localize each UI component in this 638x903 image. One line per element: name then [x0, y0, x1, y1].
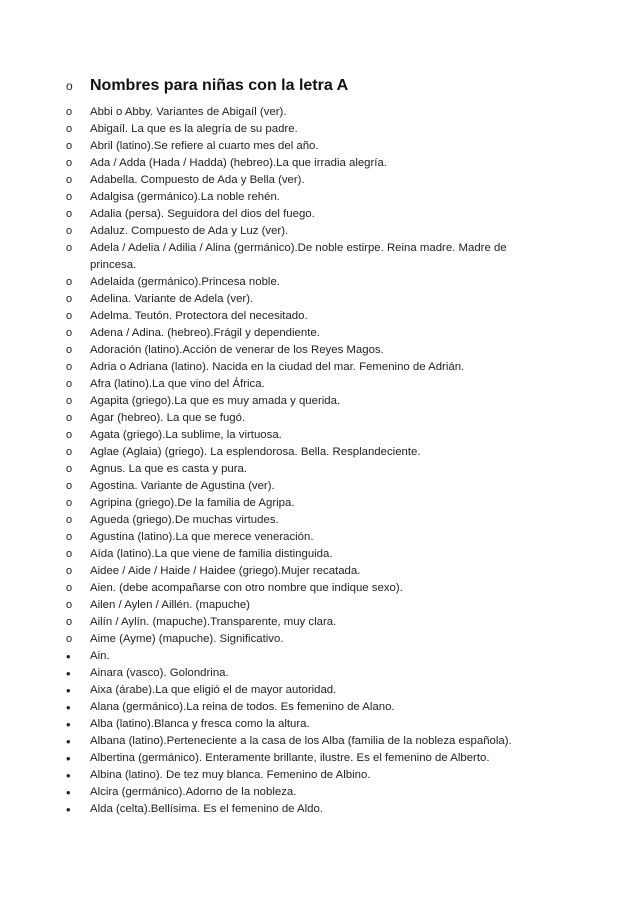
list-item-text: Ainara (vasco). Golondrina.	[90, 667, 229, 679]
list-item-text: Ailen / Aylen / Aillén. (mapuche)	[90, 599, 250, 611]
list-bullet: •	[66, 768, 71, 783]
list-item	[66, 580, 521, 597]
list-item	[66, 410, 521, 427]
list-item-text: Adabella. Compuesto de Ada y Bella (ver).	[90, 174, 305, 186]
list-item	[66, 189, 521, 206]
list-item-text: Adria o Adriana (latino). Nacida en la ciudad del mar. Femenino de Adrián.	[90, 361, 465, 373]
list-item-text: Albertina (germánico). Enteramente brillante, ilustre. Es el femenino de Alberto.	[90, 752, 490, 764]
list-bullet: •	[66, 785, 71, 800]
list-item-text: Adalgisa (germánico).La noble rehén.	[90, 191, 280, 203]
list-item-text: Adelaida (germánico).Princesa noble.	[90, 276, 280, 288]
list-bullet: •	[66, 683, 71, 698]
list-item	[66, 563, 521, 580]
list-bullet: •	[66, 649, 71, 664]
list-item	[66, 733, 521, 750]
list-bullet: o	[66, 327, 73, 339]
list-item	[66, 478, 521, 495]
list-item	[66, 393, 521, 410]
list-item	[66, 308, 521, 325]
list-bullet: o	[66, 565, 73, 577]
list-bullet: •	[66, 700, 71, 715]
list-item-text: Aixa (árabe).La que eligió el de mayor autoridad.	[90, 684, 337, 696]
list-item	[66, 699, 521, 716]
list-item	[66, 495, 521, 512]
list-item	[66, 784, 521, 801]
list-item	[66, 631, 521, 648]
list-item	[66, 750, 521, 767]
list-bullet: o	[66, 480, 73, 492]
list-item-text: Adoración (latino).Acción de venerar de los Reyes Magos.	[90, 344, 384, 356]
list-item	[66, 614, 521, 631]
list-item	[66, 104, 521, 121]
list-bullet: o	[66, 225, 73, 237]
list-item	[66, 342, 521, 359]
list-item	[66, 325, 521, 342]
list-item	[66, 648, 521, 665]
list-item	[66, 546, 521, 563]
list-bullet: o	[66, 446, 73, 458]
list-item-text: Agapita (griego).La que es muy amada y querida.	[90, 395, 341, 407]
list-item-text: Abbi o Abby. Variantes de Abigaíl (ver).	[90, 106, 287, 118]
list-bullet: •	[66, 734, 71, 749]
list-bullet: o	[66, 361, 73, 373]
list-item	[66, 512, 521, 529]
list-bullet: o	[66, 531, 73, 543]
list-item	[66, 291, 521, 308]
list-bullet: •	[66, 802, 71, 817]
list-item-text: Agueda (griego).De muchas virtudes.	[90, 514, 279, 526]
list-item-text: Afra (latino).La que vino del África.	[90, 378, 265, 390]
list-item	[66, 529, 521, 546]
list-item-text: Agustina (latino).La que merece veneración.	[90, 531, 314, 543]
list-item-text: Alcira (germánico).Adorno de la nobleza.	[90, 786, 297, 798]
list-bullet: •	[66, 717, 71, 732]
list-bullet: o	[66, 548, 73, 560]
list-item-text: Ailín / Aylín. (mapuche).Transparente, muy clara.	[90, 616, 337, 628]
list-item	[66, 427, 521, 444]
list-item	[66, 138, 521, 155]
list-bullet: o	[66, 582, 73, 594]
list-item-text: Adelma. Teutón. Protectora del necesitado.	[90, 310, 308, 322]
list-bullet: o	[66, 157, 73, 169]
section-heading	[66, 77, 586, 95]
list-item-text: Agostina. Variante de Agustina (ver).	[90, 480, 275, 492]
list-bullet: o	[66, 140, 73, 152]
list-item-text: Ada / Adda (Hada / Hadda) (hebreo).La que irradia alegría.	[90, 157, 387, 169]
list-bullet: o	[66, 599, 73, 611]
list-item-text: Adaluz. Compuesto de Ada y Luz (ver).	[90, 225, 289, 237]
list-bullet: o	[66, 310, 73, 322]
list-item	[66, 461, 521, 478]
list-item-text: Aglae (Aglaia) (griego). La esplendorosa. Bella. Resplandeciente.	[90, 446, 421, 458]
list-bullet: o	[66, 633, 73, 645]
list-bullet: o	[66, 378, 73, 390]
list-item-text: Alda (celta).Bellísima. Es el femenino de Aldo.	[90, 803, 323, 815]
list-bullet: o	[66, 429, 73, 441]
list-item-text: Alba (latino).Blanca y fresca como la altura.	[90, 718, 310, 730]
list-bullet: o	[66, 293, 73, 305]
list-item	[66, 444, 521, 461]
list-item	[66, 716, 521, 733]
list-item-text: Agata (griego).La sublime, la virtuosa.	[90, 429, 282, 441]
list-bullet: •	[66, 751, 71, 766]
list-bullet: o	[66, 106, 73, 118]
heading-bullet: o	[66, 79, 73, 93]
list-bullet: o	[66, 497, 73, 509]
list-bullet: o	[66, 412, 73, 424]
list-item-text: Aime (Ayme) (mapuche). Significativo.	[90, 633, 284, 645]
list-item	[66, 767, 521, 784]
list-item	[66, 682, 521, 699]
list-bullet: o	[66, 463, 73, 475]
list-item-text: Agnus. La que es casta y pura.	[90, 463, 248, 475]
list-item	[66, 597, 521, 614]
list-item	[66, 121, 521, 138]
list-item-text: Aien. (debe acompañarse con otro nombre que indique sexo).	[90, 582, 403, 594]
list-item-text: Agar (hebreo). La que se fugó.	[90, 412, 246, 424]
list-item	[66, 359, 521, 376]
list-item-text: Adena / Adina. (hebreo).Frágil y dependiente.	[90, 327, 320, 339]
list-bullet: o	[66, 191, 73, 203]
list-item-text: Adalia (persa). Seguidora del dios del fuego.	[90, 208, 315, 220]
list-item-text: Ain.	[90, 650, 110, 662]
heading-title: Nombres para niñas con la letra A	[90, 77, 349, 94]
list-bullet: o	[66, 123, 73, 135]
list-item-text: Adelina. Variante de Adela (ver).	[90, 293, 254, 305]
list-item	[66, 801, 521, 818]
list-bullet: •	[66, 666, 71, 681]
list-item-text: Abigaíl. La que es la alegría de su padre.	[90, 123, 298, 135]
list-item	[66, 155, 521, 172]
list-bullet: o	[66, 208, 73, 220]
list-item	[66, 172, 521, 189]
list-item	[66, 240, 521, 274]
names-list	[66, 104, 521, 818]
list-item-text: Albina (latino). De tez muy blanca. Femenino de Albino.	[90, 769, 371, 781]
list-item-text: Alana (germánico).La reina de todos. Es femenino de Alano.	[90, 701, 395, 713]
list-bullet: o	[66, 395, 73, 407]
list-item	[66, 665, 521, 682]
list-bullet: o	[66, 344, 73, 356]
list-item	[66, 206, 521, 223]
list-bullet: o	[66, 616, 73, 628]
list-item-text: Albana (latino).Perteneciente a la casa de los Alba (familia de la nobleza española).	[90, 735, 512, 747]
list-item	[66, 376, 521, 393]
list-item-text: Adela / Adelia / Adilia / Alina (germánico).De noble estirpe. Reina madre. Madre de princesa.	[90, 242, 507, 271]
list-item-text: Aidee / Aide / Haide / Haidee (griego).Mujer recatada.	[90, 565, 361, 577]
list-item-text: Aída (latino).La que viene de familia distinguida.	[90, 548, 333, 560]
list-item	[66, 274, 521, 291]
list-item-text: Agripina (griego).De la familia de Agripa.	[90, 497, 295, 509]
list-bullet: o	[66, 174, 73, 186]
list-bullet: o	[66, 514, 73, 526]
list-bullet: o	[66, 276, 73, 288]
list-item-text: Abril (latino).Se refiere al cuarto mes del año.	[90, 140, 319, 152]
list-item	[66, 223, 521, 240]
list-bullet: o	[66, 242, 73, 254]
